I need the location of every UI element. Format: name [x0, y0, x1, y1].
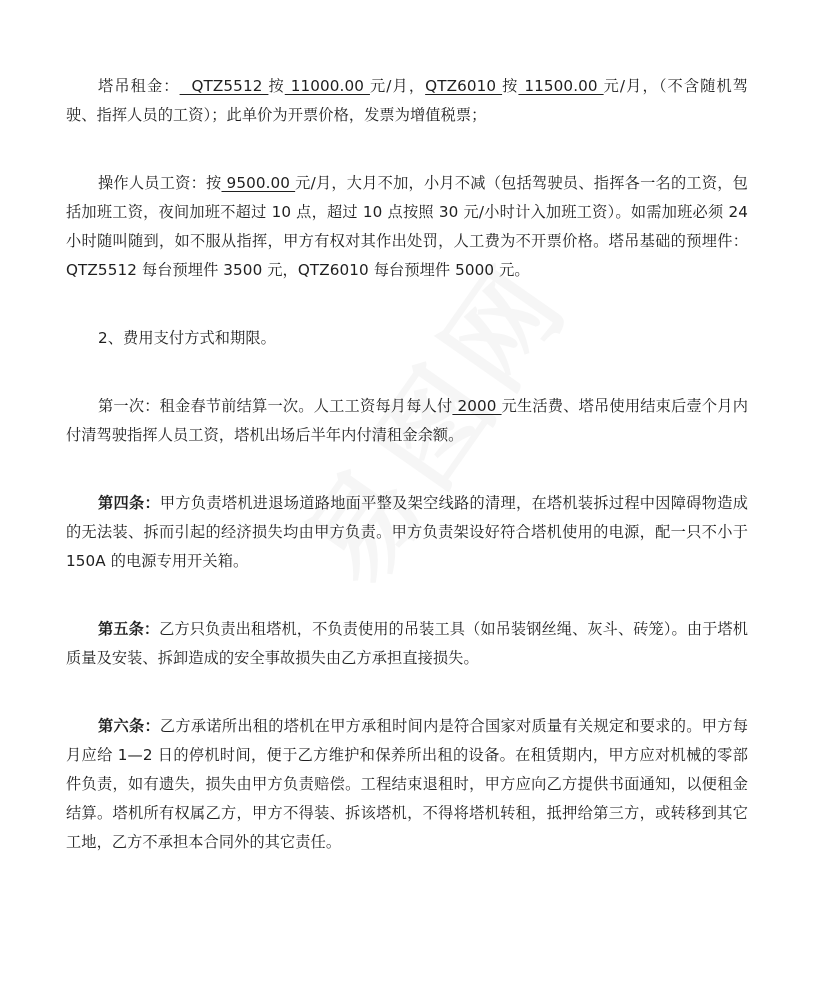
first-payment-text-after: 元生活费、塔吊使用结束后壹个月内付清驾驶指挥人员工资，塔机出场后半年内付清租金余额。 [66, 397, 748, 444]
first-payment-amount: 2000 [452, 397, 502, 415]
article-5-text: 乙方只负责出租塔机，不负责使用的吊装工具（如吊装钢丝绳、灰斗、砖笼）。由于塔机质量及安装、拆卸造成的安全事故损失由乙方承担直接损失。 [66, 620, 748, 667]
rent-model-2: QTZ6010 [425, 77, 503, 95]
rent-label: 塔吊租金： [98, 77, 180, 95]
article-6-label: 第六条： [98, 717, 160, 735]
paragraph-operator-wage [66, 169, 748, 285]
paragraph-first-payment [66, 392, 748, 450]
wage-rest: 元/月，大月不加，小月不减（包括驾驶员、指挥各一名的工资，包括加班工资，夜间加班不超过 10 点，超过 10 点按照 30 元/小时计入加班工资）。如需加班必须 24 小时随叫随到，如不服从指挥，甲方有权对其作出处罚，人工费为不开票价格。塔吊基础的预埋件：QTZ5512 每台预埋件 3500 元，QTZ6010 每台预埋件 5000 元。 [66, 174, 748, 279]
first-payment-text-before: 第一次：租金春节前结算一次。人工工资每月每人付 [98, 397, 453, 415]
document-page [66, 72, 748, 896]
paragraph-tower-crane-rent [66, 72, 748, 130]
paragraph-article-5 [66, 615, 748, 673]
article-6-text: 乙方承诺所出租的塔机在甲方承租时间内是符合国家对质量有关规定和要求的。甲方每月应给 1—2 日的停机时间，便于乙方维护和保养所出租的设备。在租赁期内，甲方应对机械的零部件负责，如有遗失，损失由甲方负责赔偿。工程结束退租时，甲方应向乙方提供书面通知，以便租金结算。塔机所有权属乙方，甲方不得装、拆该塔机，不得将塔机转租，抵押给第三方，或转移到其它工地，乙方不承担本合同外的其它责任。 [66, 717, 748, 851]
rent-by-1: 按 [268, 77, 285, 95]
rent-model-1: QTZ5512 [179, 77, 269, 95]
article-5-label: 第五条： [98, 620, 160, 638]
paragraph-article-4 [66, 489, 748, 576]
wage-label: 操作人员工资：按 [98, 174, 222, 192]
rent-unit-1: 元/月， [369, 77, 426, 95]
wage-amount: 9500.00 [221, 174, 296, 192]
rent-price-1: 11000.00 [284, 77, 370, 95]
rent-price-2: 11500.00 [518, 77, 604, 95]
article-4-label: 第四条： [98, 494, 160, 512]
rent-rest: 元/月，（不含随机驾驶、指挥人员的工资）；此单价为开票价格，发票为增值税票； [66, 77, 749, 124]
paragraph-article-6 [66, 712, 748, 857]
article-4-text: 甲方负责塔机进退场道路地面平整及架空线路的清理，在塔机装拆过程中因障碍物造成的无法装、拆而引起的经济损失均由甲方负责。甲方负责架设好符合塔机使用的电源，配一只不小于 150A 的电源专用开关箱。 [66, 494, 748, 570]
rent-by-2: 按 [502, 77, 519, 95]
section-heading-payment: 2、费用支付方式和期限。 [98, 329, 276, 347]
